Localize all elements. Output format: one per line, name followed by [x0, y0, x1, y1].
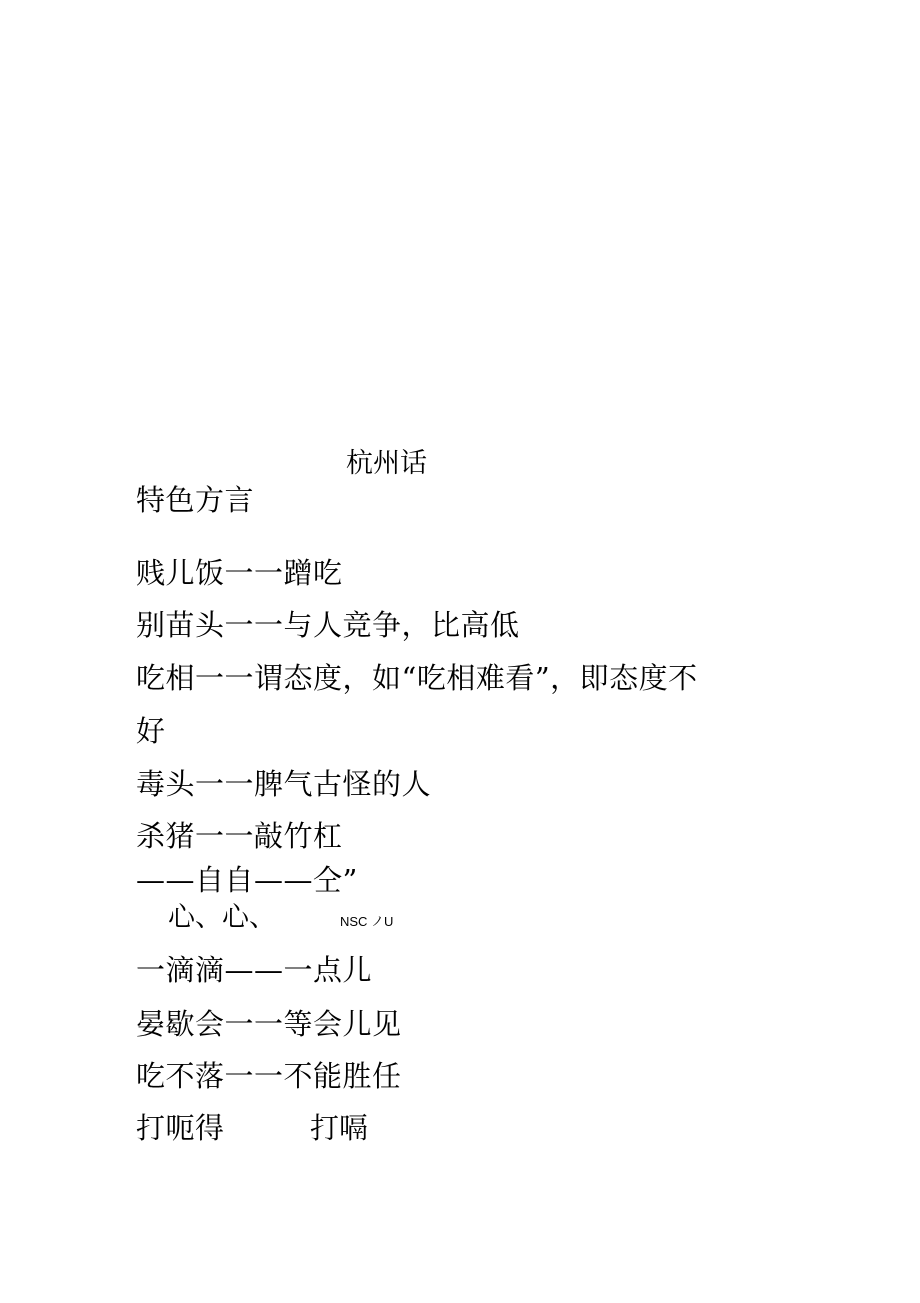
last-entry-meaning: 打嗝 — [310, 1111, 369, 1145]
entry-line: ——自自——仝” — [136, 863, 358, 897]
last-entry-term: 打呃得 — [136, 1111, 225, 1145]
entry-line: 吃不落一一不能胜任 — [136, 1059, 402, 1093]
entry-line: 杀猪一一敲竹杠 — [136, 819, 343, 853]
fragment-small-text: NSC ノU — [340, 914, 394, 929]
section-heading: 特色方言 — [136, 483, 255, 517]
entry-line: 晏歇会一一等会儿见 — [136, 1007, 402, 1041]
fragment-line: 心、心、 — [168, 902, 276, 933]
entry-line: 吃相一一谓态度，如“吃相难看”，即态度不 — [136, 661, 698, 695]
document-title: 杭州话 — [346, 448, 427, 479]
entry-line: 别苗头一一与人竞争，比高低 — [136, 608, 520, 642]
entry-line: 一滴滴——一点儿 — [136, 953, 373, 987]
entry-line-continuation: 好 — [136, 714, 166, 748]
entry-line: 贱儿饭一一蹭吃 — [136, 556, 343, 590]
entry-line: 毒头一一脾气古怪的人 — [136, 767, 432, 801]
